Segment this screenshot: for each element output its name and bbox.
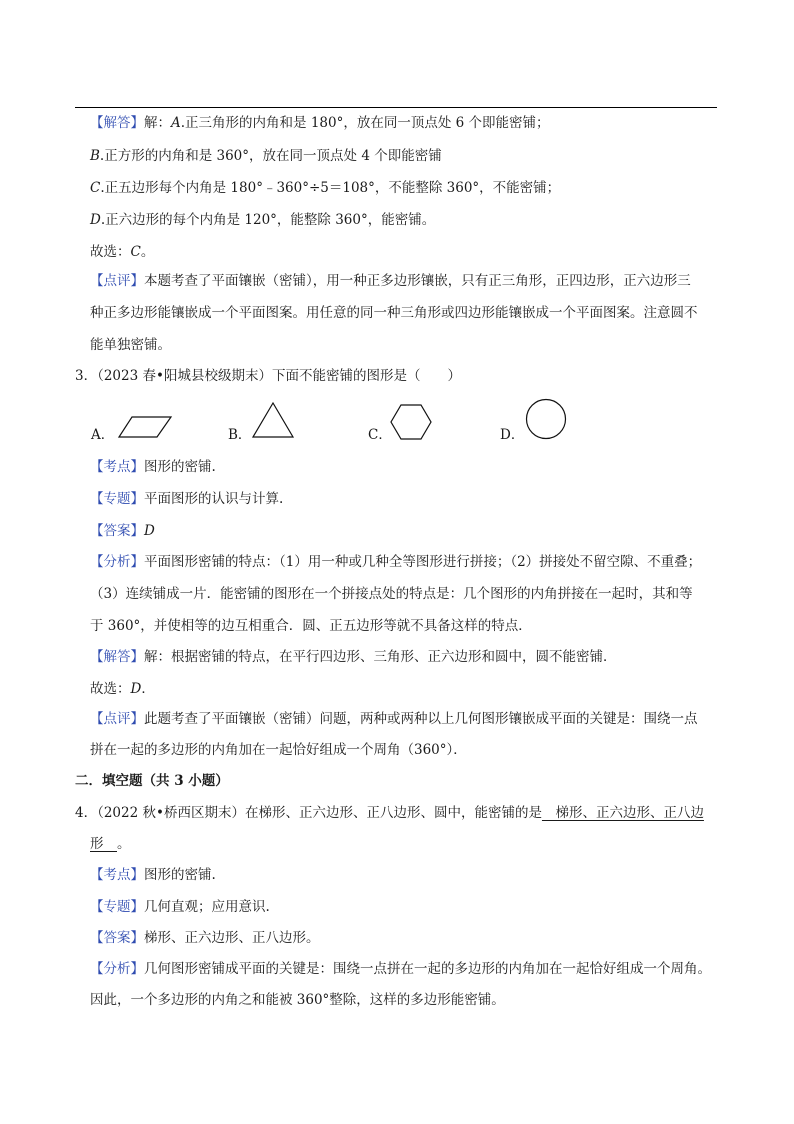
q3-daan: 【答案】D <box>90 523 155 539</box>
q3-option-b-label: B． <box>228 427 252 443</box>
q3-choice: 故选：D． <box>90 681 155 697</box>
answer-line-4: D.正六边形的每个内角是 120°，能整除 360°，能密铺。 <box>90 212 436 228</box>
review-tag: 【点评】 <box>90 273 144 289</box>
q3-option-d-label: D． <box>500 427 525 443</box>
q4-zhuanti: 【专题】几何直观；应用意识. <box>90 899 270 915</box>
q4-daan: 【答案】梯形、正六边形、正八边形。 <box>90 930 320 946</box>
q3-fenxi-line-1: 【分析】平面图形密铺的特点：（1）用一种或几种全等图形进行拼接；（2）拼接处不留空隙、不重叠； <box>90 554 702 570</box>
q3-option-c-label: C． <box>368 427 392 443</box>
q3-dianping-line-1: 【点评】此题考查了平面镶嵌（密铺）问题，两种或两种以上几何图形镶嵌成平面的关键是：围绕一点 <box>90 711 698 727</box>
q3-title: 3．（2023 春•阳城县校级期末）下面不能密铺的图形是（ ） <box>75 368 461 384</box>
parallelogram-icon <box>118 416 172 438</box>
q4-kaodian: 【考点】图形的密铺. <box>90 867 216 883</box>
hexagon-icon <box>390 404 432 440</box>
q4-answer-blank: 梯形、正六边形、正八边 <box>541 805 704 821</box>
review-line-1: 【点评】本题考查了平面镶嵌（密铺），用一种正多边形镶嵌，只有正三角形，正四边形，正六边形三 <box>90 273 691 289</box>
header-rule <box>75 107 717 108</box>
q4-fenxi-line-1: 【分析】几何图形密铺成平面的关键是：围绕一点拼在一起的多边形的内角加在一起恰好组成一个周角。 <box>90 961 711 977</box>
q4-answer-blank-cont: 形 <box>90 836 117 852</box>
answer-line-2: B.正方形的内角和是 360°，放在同一顶点处 4 个即能密铺 <box>90 148 442 164</box>
section-title: 二．填空题（共 3 小题） <box>75 773 229 789</box>
q4-fenxi-line-2: 因此，一个多边形的内角之和能被 360°整除，这样的多边形能密铺。 <box>90 992 505 1008</box>
answer-tag: 【解答】 <box>90 115 144 131</box>
triangle-icon <box>252 402 294 438</box>
answer-line-3: C.正五边形每个内角是 180°﹣360°÷5＝108°，不能整除 360°，不能密铺； <box>90 180 561 196</box>
q3-kaodian: 【考点】图形的密铺. <box>90 459 216 475</box>
q4-title: 4．（2022 秋•桥西区期末）在梯形、正六边形、正八边形、圆中，能密铺的是 梯形、正六边形、正八边 <box>75 805 704 821</box>
q3-option-a-label: A． <box>91 427 115 443</box>
circle-icon <box>525 398 567 440</box>
review-line-3: 能单独密铺。 <box>90 337 171 353</box>
answer-choice: 故选：C。 <box>90 244 155 260</box>
review-line-2: 种正多边形能镶嵌成一个平面图案。用任意的同一种三角形或四边形能镶嵌成一个平面图案。注意圆不 <box>90 305 698 321</box>
q3-fenxi-line-2: （3）连续铺成一片．能密铺的图形在一个拼接点处的特点是：几个图形的内角拼接在一起时，其和等 <box>90 586 693 602</box>
answer-line-1: 【解答】解：A.正三角形的内角和是 180°，放在同一顶点处 6 个即能密铺； <box>90 115 550 131</box>
q4-title-cont: 形 。 <box>90 836 131 852</box>
q3-zhuanti: 【专题】平面图形的认识与计算. <box>90 491 284 507</box>
q3-jieda: 【解答】解：根据密铺的特点，在平行四边形、三角形、正六边形和圆中，圆不能密铺． <box>90 649 617 665</box>
q3-dianping-line-2: 拼在一起的多边形的内角加在一起恰好组成一个周角（360°）． <box>90 742 467 758</box>
q3-fenxi-line-3: 于 360°，并使相等的边互相重合．圆、正五边形等就不具备这样的特点． <box>90 618 532 634</box>
